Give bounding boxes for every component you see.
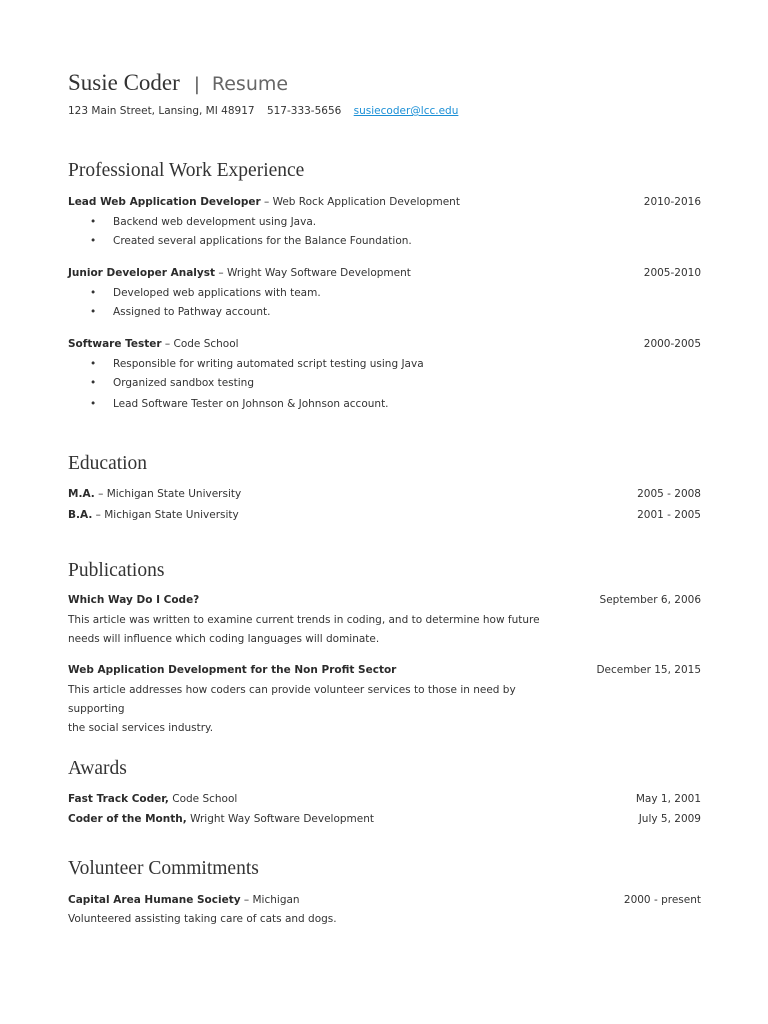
bullet-icon: • (90, 358, 97, 370)
bullet-icon: • (90, 306, 97, 318)
job-bullet: • Organized sandbox testing (90, 377, 254, 389)
dash: – (218, 267, 224, 279)
job-row (68, 267, 701, 279)
publication-description: This article was written to examine current trends in coding, and to determine how future needs will influence which coding languages will dominate. (68, 614, 540, 645)
award-date: May 1, 2001 (635, 793, 701, 805)
job-row (68, 338, 701, 350)
award-name: Coder of the Month, (68, 813, 187, 825)
education-dates: 2001 - 2005 (637, 509, 701, 521)
job-bullet: • Lead Software Tester on Johnson & Johnson account. (90, 398, 389, 410)
resume-header (68, 70, 288, 96)
publication-row (68, 664, 701, 676)
publication-title: Which Way Do I Code? (68, 594, 200, 606)
degree-name: B.A. (68, 509, 93, 521)
section-title-experience: Professional Work Experience (68, 160, 305, 181)
person-name: Susie Coder (68, 70, 180, 95)
dash: – (164, 338, 171, 350)
school-name: Michigan State University (106, 488, 242, 500)
job-company: Web Rock Application Development (272, 196, 460, 208)
contact-email-link[interactable]: susiecoder@lcc.edu (353, 105, 459, 117)
dash: – (263, 196, 270, 208)
volunteer-description: Volunteered assisting taking care of cats and dogs. (68, 913, 337, 925)
education-row (68, 488, 701, 500)
volunteer-location: Michigan (252, 894, 300, 906)
award-row (68, 813, 701, 825)
publication-description: This article addresses how coders can provide volunteer services to those in need by supporting the social services industry. (68, 684, 516, 734)
degree-name: M.A. (68, 488, 95, 500)
job-dates: 2005-2010 (643, 267, 701, 279)
publication-title: Web Application Development for the Non Profit Sector (68, 664, 397, 676)
contact-address: 123 Main Street, Lansing, MI 48917 (68, 105, 255, 117)
contact-line (68, 105, 458, 117)
volunteer-org: Capital Area Humane Society (68, 894, 241, 906)
publication-date: September 6, 2006 (599, 594, 701, 606)
job-dates: 2010-2016 (643, 196, 701, 208)
award-name: Fast Track Coder, (68, 793, 169, 805)
education-row (68, 509, 701, 521)
dash: – (95, 509, 101, 521)
education-dates: 2005 - 2008 (637, 488, 701, 500)
award-row (68, 793, 701, 805)
dash: – (243, 894, 250, 906)
title-separator: | (193, 74, 200, 95)
section-title-volunteer: Volunteer Commitments (68, 858, 259, 879)
document-type: Resume (211, 73, 289, 95)
bullet-icon: • (90, 287, 97, 299)
contact-phone: 517-333-5656 (266, 105, 342, 117)
job-row (68, 196, 701, 208)
volunteer-dates: 2000 - present (623, 894, 701, 906)
job-company: Wright Way Software Development (226, 267, 411, 279)
section-title-publications: Publications (68, 560, 165, 581)
section-title-awards: Awards (68, 758, 127, 779)
award-org: Wright Way Software Development (190, 813, 375, 825)
award-org: Code School (172, 793, 238, 805)
job-bullet: • Created several applications for the Balance Foundation. (90, 235, 412, 247)
volunteer-row (68, 894, 701, 906)
job-bullet: • Responsible for writing automated script testing using Java (90, 358, 424, 370)
job-bullet: • Assigned to Pathway account. (90, 306, 271, 318)
job-company: Code School (173, 338, 239, 350)
publication-row (68, 594, 701, 606)
bullet-icon: • (90, 216, 97, 228)
dash: – (98, 488, 104, 500)
job-role: Software Tester (68, 338, 162, 350)
job-role: Lead Web Application Developer (68, 196, 261, 208)
bullet-icon: • (90, 398, 97, 410)
job-bullet: • Backend web development using Java. (90, 216, 317, 228)
school-name: Michigan State University (104, 509, 239, 521)
job-bullet: • Developed web applications with team. (90, 287, 321, 299)
publication-date: December 15, 2015 (596, 664, 701, 676)
bullet-icon: • (90, 235, 97, 247)
section-title-education: Education (68, 453, 148, 474)
award-date: July 5, 2009 (638, 813, 701, 825)
job-role: Junior Developer Analyst (68, 267, 215, 279)
job-dates: 2000-2005 (643, 338, 701, 350)
bullet-icon: • (90, 377, 97, 389)
